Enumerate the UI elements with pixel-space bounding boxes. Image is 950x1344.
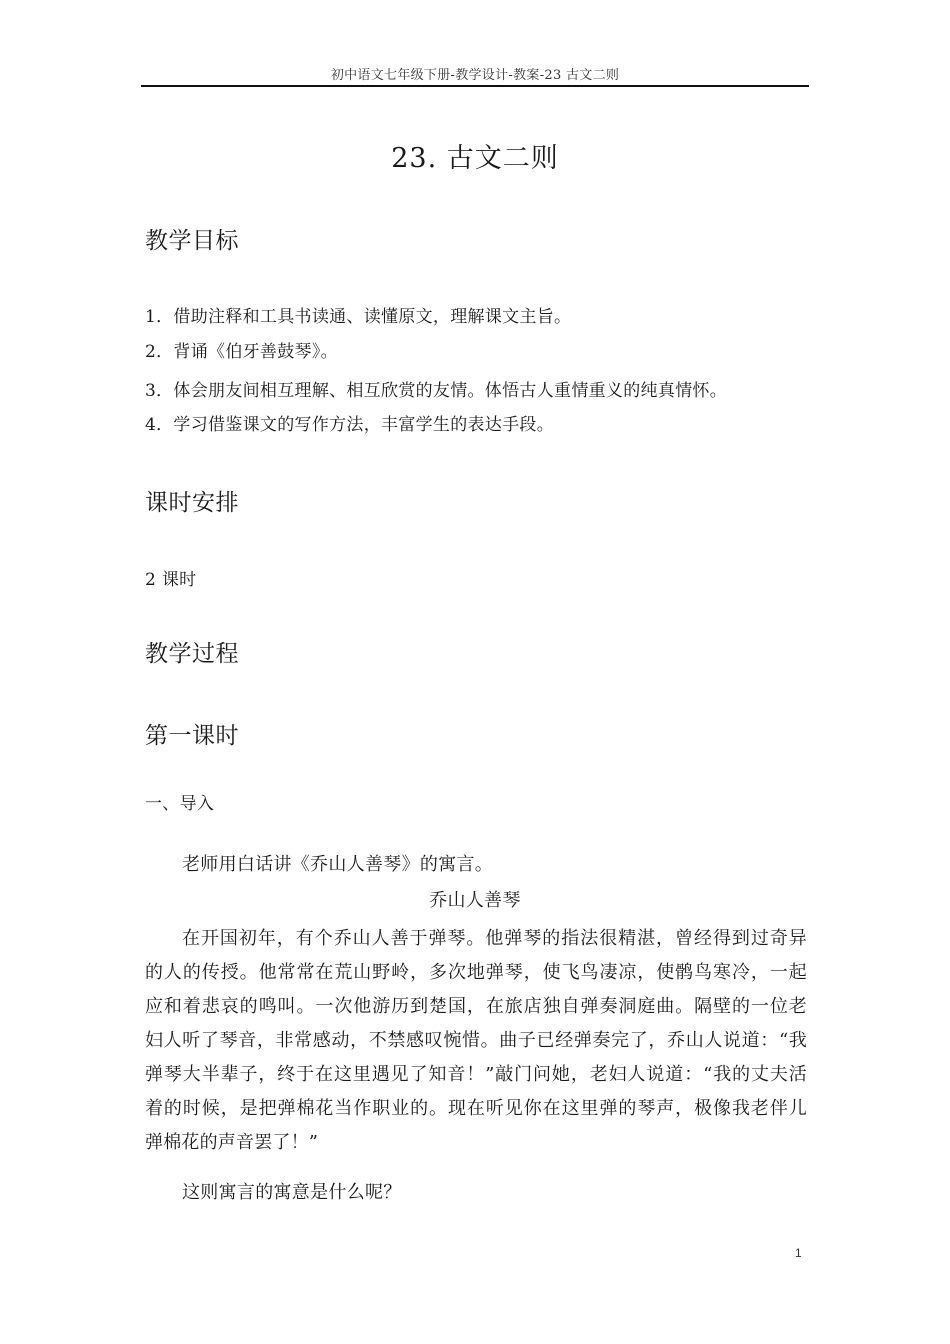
story-line: 弹棉花的声音罢了！” <box>145 1132 319 1153</box>
step-heading: 一、导入 <box>145 794 215 814</box>
story-line: 的人的传授。他常常在荒山野岭，多次地弹琴，使飞鸟凄凉，使鹘鸟寒冷，一起 <box>145 962 807 983</box>
story-line: 在开国初年，有个乔山人善于弹琴。他弹琴的指法很精湛，曾经得到过奇异 <box>182 928 807 949</box>
goal-item-3: 3．体会朋友间相互理解、相互欣赏的友情。体悟古人重情重义的纯真情怀。 <box>145 381 728 401</box>
story-line: 妇人听了琴音，非常感动，不禁感叹惋惜。曲子已经弹奏完了，乔山人说道：“我 <box>145 1030 807 1051</box>
section-heading-goals: 教学目标 <box>145 228 239 254</box>
section-heading-process: 教学过程 <box>145 641 239 667</box>
goal-item-1: 1．借助注释和工具书读通、读懂原文，理解课文主旨。 <box>145 307 572 327</box>
story-line: 弹琴大半辈子，终于在这里遇见了知音！”敲门问她，老妇人说道：“我的丈夫活 <box>145 1064 807 1085</box>
page-number: 1 <box>795 1246 802 1260</box>
section-heading-schedule: 课时安排 <box>145 490 239 516</box>
story-line: 着的时候，是把弹棉花当作职业的。现在听见你在这里弹的琴声，极像我老伴儿 <box>145 1098 807 1119</box>
goal-item-2: 2．背诵《伯牙善鼓琴》。 <box>145 342 338 362</box>
lesson-heading: 第一课时 <box>145 723 239 749</box>
header-divider <box>141 85 809 87</box>
goal-item-4: 4．学习借鉴课文的写作方法，丰富学生的表达手段。 <box>145 415 555 435</box>
running-header: 初中语文七年级下册-教学设计-教案-23 古文二则 <box>330 68 620 83</box>
intro-text: 老师用白话讲《乔山人善琴》的寓言。 <box>182 854 494 875</box>
schedule-text: 2 课时 <box>145 570 197 590</box>
story-line: 应和着悲哀的鸣叫。一次他游历到楚国，在旅店独自弹奏洞庭曲。隔壁的一位老 <box>145 996 807 1017</box>
story-title: 乔山人善琴 <box>429 890 521 911</box>
question-text: 这则寓言的寓意是什么呢？ <box>182 1182 402 1203</box>
document-title: 23. 古文二则 <box>391 143 559 174</box>
